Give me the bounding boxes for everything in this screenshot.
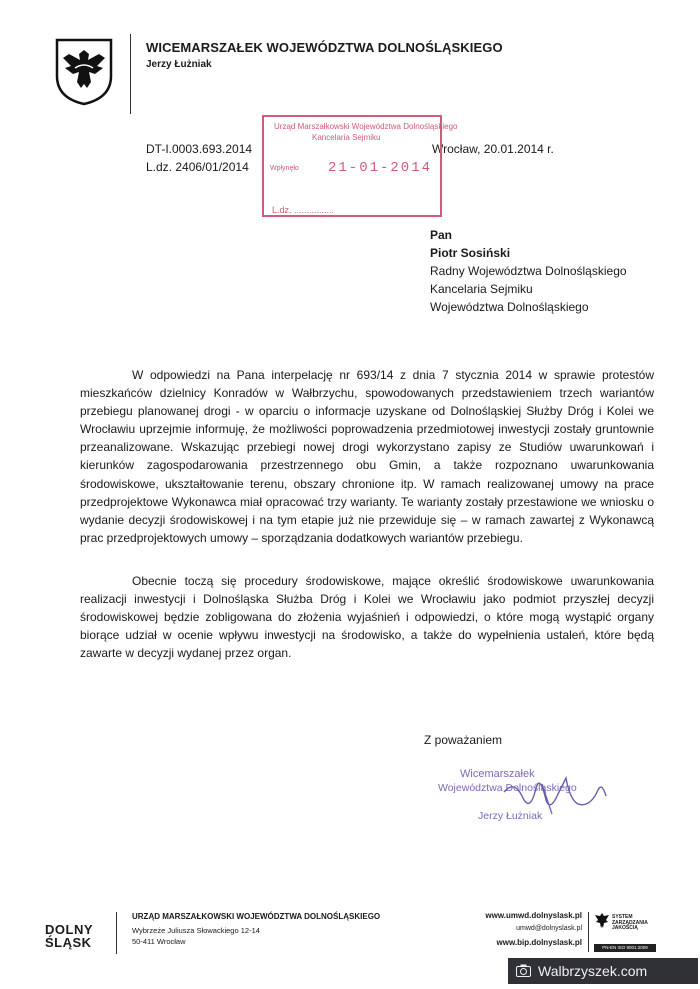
small-eagle-icon <box>594 912 610 930</box>
camera-icon <box>516 964 531 977</box>
iso-cert: PN-EN ISO 9001:2009 <box>594 944 656 952</box>
stamp-line2: Kancelaria Sejmiku <box>312 133 381 142</box>
handwritten-signature <box>500 770 610 820</box>
signature-stamp-line1: Wicemarszałek <box>460 768 535 780</box>
addressee-role: Radny Województwa Dolnośląskiego <box>430 264 627 278</box>
header-name: Jerzy Łużniak <box>146 59 212 70</box>
addressee-office2: Województwa Dolnośląskiego <box>430 300 589 314</box>
quality-system-label: SYSTEM ZARZĄDZANIA JAKOŚCIĄ <box>612 914 648 931</box>
footer-address1: Wybrzeże Juliusza Słowackiego 12-14 <box>132 926 260 935</box>
city-date: Wrocław, 20.01.2014 r. <box>432 142 554 156</box>
footer-org: URZĄD MARSZAŁKOWSKI WOJEWÓDZTWA DOLNOŚLĄSKIEGO <box>132 912 381 921</box>
logo-line2: ŚLĄSK <box>45 935 92 950</box>
closing-regards: Z poważaniem <box>424 733 503 747</box>
watermark-text: Walbrzyszek.com <box>538 963 648 979</box>
addressee-salutation: Pan <box>430 228 453 242</box>
watermark <box>508 958 698 984</box>
dolny-slask-logo <box>45 923 93 949</box>
body-paragraph-2: Obecnie toczą się procedury środowiskowe, mające określić środowiskowe uwarunkowania realizacji inwestycji i Dolnośląska Służba Dróg i Kolei we Wrocławiu jako podmiot przyszłej decyzji środowiskowej będzie zobligowana do złożenia wyjaśnień i odpowiedzi, o które mogą wystąpić organy biorące udział w ocenie wpływu inwestycji na środowisko, a także do wypełnienia ustaleń, które będą zawarte w decyzji wydanej przez organ. <box>80 574 654 661</box>
signature-stamp-line2: Województwa Dolnośląskiego <box>438 782 577 794</box>
footer-web1[interactable]: www.umwd.dolnyslask.pl <box>485 911 582 920</box>
header-divider <box>130 34 131 114</box>
quality-system-badge <box>594 912 656 954</box>
stamp-received-label: Wpłynęło <box>270 165 299 172</box>
stamp-date: 21-01-2014 <box>328 160 433 176</box>
logo-line1: DOLNY <box>45 922 93 937</box>
header-title: WICEMARSZAŁEK WOJEWÓDZTWA DOLNOŚLĄSKIEGO <box>146 40 503 55</box>
footer-divider-right <box>588 912 589 952</box>
stamp-ldz: L.dz. ................ <box>272 205 335 215</box>
footer-address2: 50-411 Wrocław <box>132 937 186 946</box>
registry-stamp <box>262 115 458 217</box>
footer-email[interactable]: umwd@dolnyslask.pl <box>516 925 582 932</box>
addressee-name: Piotr Sosiński <box>430 246 511 260</box>
doc-number: DT-I.0003.693.2014 <box>146 142 253 156</box>
footer-web2[interactable]: www.bip.dolnyslask.pl <box>496 938 582 947</box>
addressee-office: Kancelaria Sejmiku <box>430 282 533 296</box>
stamp-line1: Urząd Marszałkowski Województwa Dolnośląskiego <box>274 122 458 131</box>
ldz-number: L.dz. 2406/01/2014 <box>146 160 249 174</box>
signature-stamp-line3: Jerzy Łużniak <box>478 810 543 822</box>
eagle-crest-icon <box>55 38 113 106</box>
body-paragraph-1: W odpowiedzi na Pana interpelację nr 693/14 z dnia 7 stycznia 2014 w sprawie protestów mieszkańców dzielnicy Konradów w Wałbrzychu, spowodowanych przedstawieniem trzech wariantów przebiegu planowanej drogi - w oparciu o informacje uzyskane od Dolnośląskiej Służby Dróg i Kolei we Wrocławiu uprzejmie informuję, że możliwości poprowadzenia przedmiotowej inwestycji zostały gruntownie przeanalizowane. Wskazując przebiegi nowej drogi wykorzystano zapisy ze Studiów uwarunkowań i kierunków zagospodarowania przestrzennego obu Gmin, a także rozpoznano uwarunkowania środowiskowe, ukształtowanie terenu, obszary chronione itp. W ramach realizowanej umowy na prace przedprojektowe Wykonawca miał opracować trzy warianty. Te warianty zostały przestawione we wniosku o wydanie decyzji środowiskowej i na tym etapie już nie przewiduje się – w ramach zawartej z Wykonawcą prac przedprojektowych umowy – sporządzania dodatkowych wariantów przebiegu. <box>80 368 654 545</box>
footer-divider <box>116 912 117 954</box>
